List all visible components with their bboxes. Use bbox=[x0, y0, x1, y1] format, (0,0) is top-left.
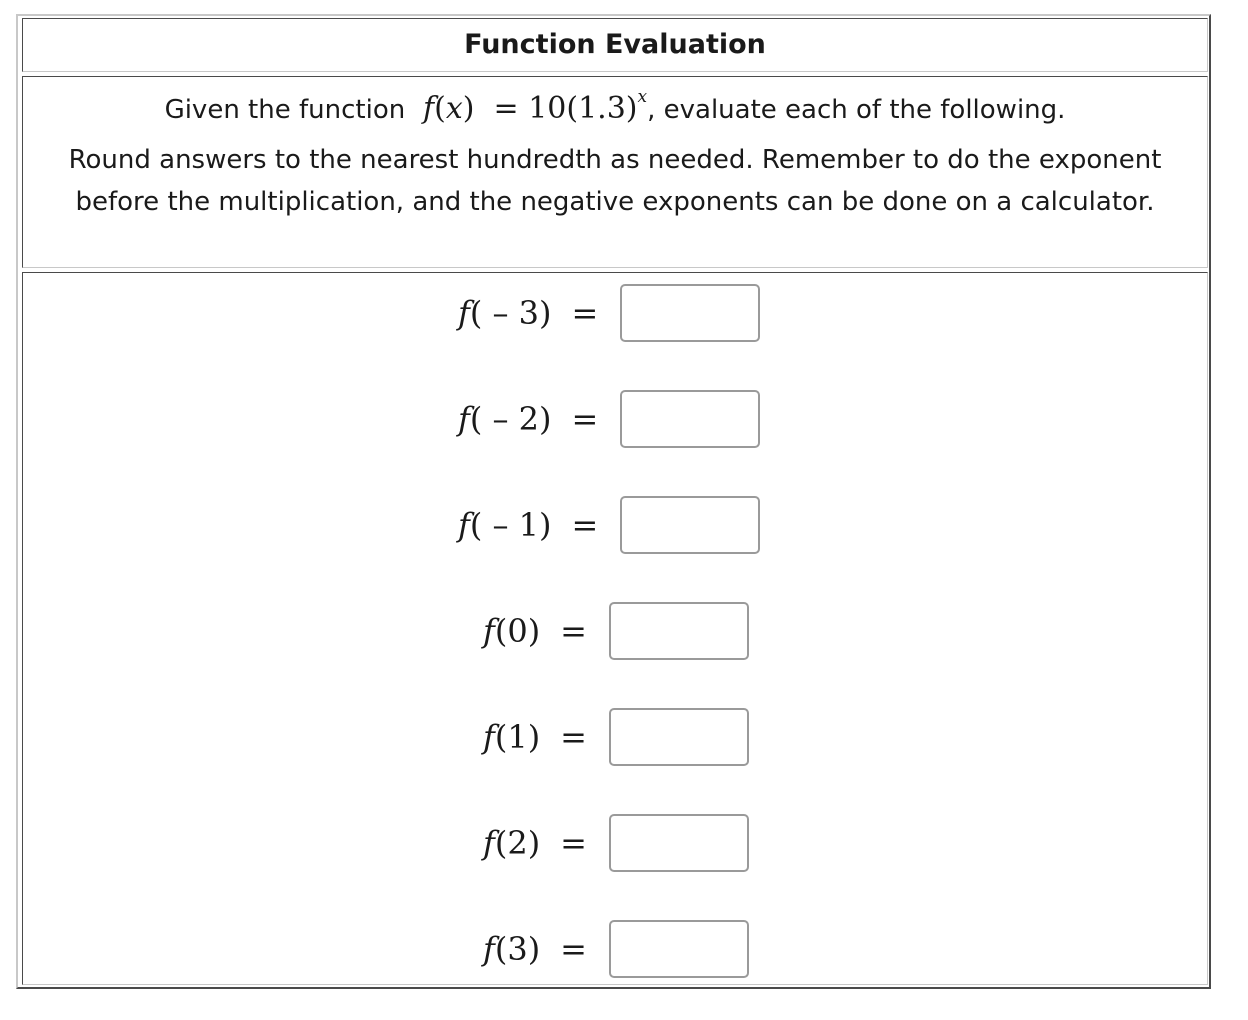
equals-sign: = bbox=[571, 506, 599, 544]
equals-sign: = bbox=[560, 824, 587, 862]
answer-label: f(1) bbox=[483, 718, 541, 756]
answer-input-f-3[interactable] bbox=[609, 920, 749, 978]
given-function-line bbox=[23, 87, 1207, 126]
answer-input-f-neg1[interactable] bbox=[620, 496, 760, 554]
answer-label: f( – 2) bbox=[458, 400, 552, 438]
function-exponent: x bbox=[637, 87, 648, 107]
answer-row-f-neg3 bbox=[458, 283, 760, 343]
answer-row-f-neg1 bbox=[458, 495, 760, 555]
equals-sign: = bbox=[571, 400, 599, 438]
function-base: 10(1.3) bbox=[528, 91, 638, 126]
answer-row-f-0 bbox=[483, 601, 749, 661]
title-cell bbox=[22, 18, 1208, 72]
answer-label: f(0) bbox=[483, 612, 541, 650]
function-formula: $f(x) = 10(1.3)^x$ bbox=[423, 87, 648, 126]
answer-input-f-neg2[interactable] bbox=[620, 390, 760, 448]
answer-label: f( – 3) bbox=[458, 294, 552, 332]
instructions-text: Round answers to the nearest hundredth as needed. Remember to do the exponent before the multiplication, and the negative exponents can be done on a calculator. bbox=[68, 145, 1162, 217]
equals-sign: = bbox=[560, 930, 587, 968]
answer-label: f(3) bbox=[483, 930, 541, 968]
function-name: f bbox=[423, 91, 435, 126]
answer-input-f-neg3[interactable] bbox=[620, 284, 760, 342]
answer-input-f-0[interactable] bbox=[609, 602, 749, 660]
given-suffix: , evaluate each of the following. bbox=[647, 95, 1066, 125]
function-variable: x bbox=[445, 91, 463, 126]
answer-label: f(2) bbox=[483, 824, 541, 862]
answers-cell bbox=[22, 272, 1208, 985]
answer-row-f-3 bbox=[483, 919, 749, 979]
given-prefix: Given the function bbox=[164, 95, 406, 125]
equals-sign: = bbox=[560, 612, 587, 650]
answer-input-f-1[interactable] bbox=[609, 708, 749, 766]
page-title: Function Evaluation bbox=[464, 29, 766, 60]
answer-label: f( – 1) bbox=[458, 506, 552, 544]
answer-row-f-2 bbox=[483, 813, 749, 873]
instructions-cell bbox=[22, 76, 1208, 268]
answer-row-f-1 bbox=[483, 707, 749, 767]
equals-sign: = bbox=[560, 718, 587, 756]
equals-sign: = bbox=[571, 294, 599, 332]
answer-row-f-neg2 bbox=[458, 389, 760, 449]
answer-input-f-2[interactable] bbox=[609, 814, 749, 872]
